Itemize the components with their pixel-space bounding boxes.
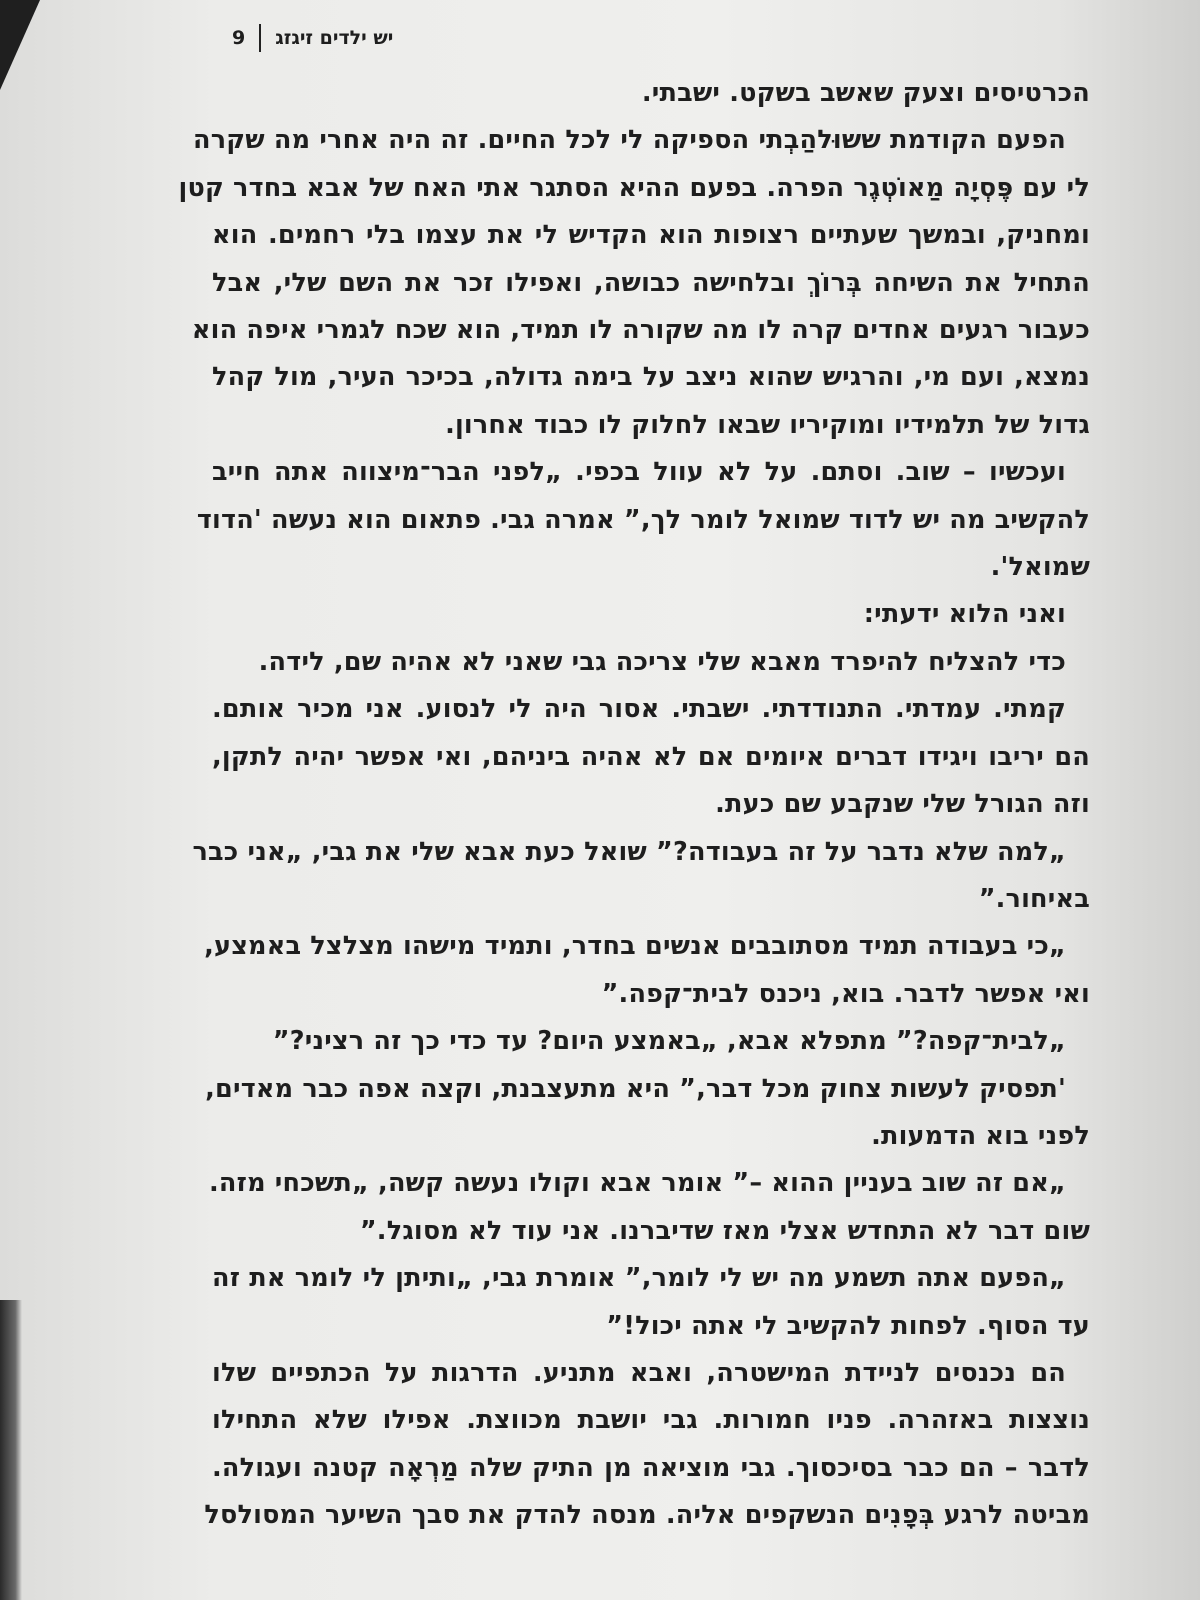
text-line: כעבור רגעים אחדים קרה לו מה שקורה לו תמיד, הוא שכח לגמרי איפה הוא [191,315,1090,346]
paragraph [212,70,1090,117]
text-line: וזה הגורל שלי שנקבע שם כעת. [715,789,1090,820]
text-line: הם נכנסים לניידת המישטרה, ואבא מתניע. הדרגות על הכתפיים שלו [212,1357,1066,1388]
text-line: שום דבר לא התחדש אצלי מאז שדיברנו. אני עוד לא מסוגל.” [359,1215,1090,1246]
text-line: כדי להצליח להיפרד מאבא שלי צריכה גבי שאני לא אהיה שם, לידה. [258,646,1066,677]
paragraph [212,591,1090,638]
text-line: שמואל'. [990,552,1090,583]
paragraph [204,923,1090,1018]
text-line: ועכשיו – שוב. וסתם. על לא עוול בכפי. „לפני הבר־מיצווה אתה חייב [212,457,1066,488]
text-line: לי עם פֶּסְיָה מַאוֹטְגֶר הפרה. בפעם ההיא הסתגר אתי האח של אבא בחדר קטן [178,172,1090,203]
paragraph [209,1160,1090,1255]
book-title: יש ילדים זיגזג [275,27,394,49]
header-divider [259,24,261,52]
page-body-text [178,70,1090,1540]
text-line: התחיל את השיחה בְּרוֹךְ ובלחישה כבושה, ואפילו זכר את השם שלי, אבל [212,267,1090,298]
text-line: הכרטיסים וצעק שאשב בשקט. ישבתי. [641,78,1090,108]
paragraph [196,449,1090,591]
text-line: להקשיב מה יש לדוד שמואל לומר לך,” אמרה גבי. פתאום הוא נעשה 'הדוד [196,504,1090,535]
text-line: „לבית־קפה?” מתפלא אבא, „באמצע היום? עד כדי כך זה רציני?” [272,1026,1066,1057]
text-line: נוצצות באזהרה. פניו חמורות. גבי יושבת מכווצת. אפילו שלא התחילו [212,1405,1090,1436]
text-line: עד הסוף. לפחות להקשיב לי אתה יכול!” [606,1310,1090,1341]
text-line: הם יריבו ויגידו דברים איומים אם לא אהיה ביניהם, ואי אפשר יהיה לתקן, [212,741,1090,772]
running-header [232,20,432,56]
paragraph [192,829,1090,924]
paragraph [178,117,1090,449]
text-line: 'תפסיק לעשות צחוק מכל דבר,” היא מתעצבנת, וקצה אפה כבר מאדים, [205,1073,1066,1104]
text-line: „כי בעבודה תמיד מסתובבים אנשים בחדר, ותמיד מישהו מצלצל באמצע, [204,931,1066,962]
text-line: גדול של תלמידיו ומוקיריו שבאו לחלוק לו כבוד אחרון. [445,409,1090,440]
text-line: מביטה לרגע בְּפָנִים הנשקפים אליה. מנסה להדק את סבך השיער המסולסל [204,1500,1090,1531]
page-number: 9 [232,27,246,49]
paragraph [212,1018,1090,1065]
background-surface [0,0,40,90]
text-line: לפני בוא הדמעות. [871,1120,1090,1151]
text-line: לדבר – הם כבר בסיכסוך. גבי מוציאה מן התיק שלה מַרְאָה קטנה ועגולה. [212,1452,1090,1483]
text-line: ומחניק, ובמשך שעתיים רצופות הוא הקדיש לי את עצמו בלי רחמים. הוא [212,220,1090,251]
text-line: באיחור.” [978,883,1090,914]
paragraph [212,686,1090,828]
text-line: „הפעם אתה תשמע מה יש לי לומר,” אומרת גבי, „ותיתן לי לומר את זה [212,1263,1066,1294]
paragraph [212,1255,1090,1350]
text-line: „למה שלא נדבר על זה בעבודה?” שואל כעת אבא שלי את גבי, „אני כבר [192,836,1066,867]
paragraph [205,1066,1090,1161]
text-line: קמתי. עמדתי. התנודדתי. ישבתי. אסור היה לי לנסוע. אני מכיר אותם. [212,694,1066,725]
text-line: הפעם הקודמת ששוּלהַבְתי הספיקה לי לכל החיים. זה היה אחרי מה שקרה [193,125,1066,156]
paragraph [204,1350,1090,1540]
text-line: נמצא, ועם מי, והרגיש שהוא ניצב על בימה גדולה, בכיכר העיר, מול קהל [212,362,1090,393]
background-surface-edge [0,1300,22,1600]
text-line: „אם זה שוב בעניין ההוא –” אומר אבא וקולו נעשה קשה, „תשכחי מזה. [209,1168,1066,1199]
paragraph [212,639,1090,686]
text-line: ואי אפשר לדבר. בוא, ניכנס לבית־קפה.” [601,978,1090,1009]
text-line: ואני הלוא ידעתי: [863,599,1066,630]
